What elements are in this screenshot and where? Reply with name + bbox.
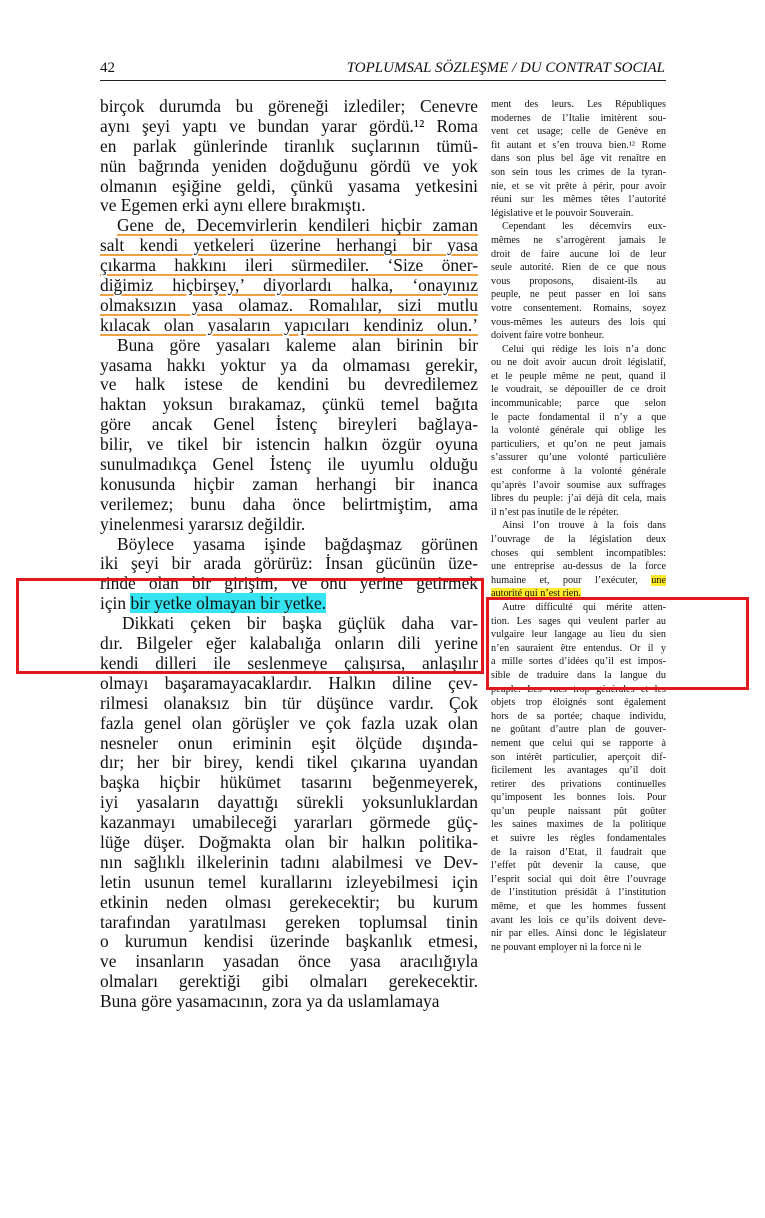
text-line: kazanmayı umabileceği yararları görmede güç- — [100, 812, 478, 833]
text-line: Böylece yasama işinde bağdaşmaz görünen — [117, 533, 478, 554]
text-line: la volonté générale qui oblige les — [491, 425, 666, 437]
text-line: nement que celui qui se rapporte à — [491, 737, 666, 749]
text-line: n’en sauraient être entendus. Or il y — [491, 642, 666, 654]
text-line: modernes de l’Italie imitèrent sou- — [491, 112, 666, 124]
text-line: qu’après l’avoir soumise aux suffrages — [491, 479, 666, 491]
underlined-line: salt kendi yetkeleri üzerine herhangi bir yasa — [100, 235, 478, 256]
text-line: avant les lois ce qu’ils doivent deve- — [491, 914, 666, 926]
page-number: 42 — [100, 60, 115, 76]
text-line: verilemez; bunu daha önce belirtmiştim, ama — [100, 493, 478, 514]
text-line: iyi yasaların dayattığı sürekli yoksunluklardan — [100, 792, 478, 813]
text-line: incommunicable; parce que selon — [491, 398, 666, 410]
text-line: tarafından yaratılması gereken toplumsal tinin — [100, 911, 478, 932]
text-line: et le peuple même ne peut, quand il — [491, 370, 666, 382]
text-line: Buna göre yasaları kaleme alan birinin bir — [117, 334, 478, 355]
text-line: iki şeyi bir arada görürüz: İnsan gücünün üze- — [100, 553, 478, 574]
text-line: l’esprit social qui doit être l’ouvrage — [491, 873, 666, 885]
text-line: choses qui semblent incompatibles: — [491, 547, 666, 559]
underlined-line: kılacak olan yasaların yapıcıları kendiniz olun.’ — [100, 314, 478, 335]
text-line: lüğe düşer. Doğmakta olan bir halkın politika- — [100, 831, 478, 852]
text-line: seule autorité. Rien de ce que nous — [491, 262, 666, 274]
text-line: l’effet pût devenir la cause, que — [491, 860, 666, 872]
text-line: sible de traduire dans la langue du — [491, 669, 666, 681]
text-line: ment des leurs. Les Républiques — [491, 99, 666, 110]
text-line: son sein tous les crimes de la tyran- — [491, 166, 666, 178]
text-line: dır; her bir birey, kendi tikel çıkarına uyandan — [100, 752, 478, 773]
underlined-line: diğimiz hiçbirşey,’ diyorlardı halka, ‘onayınız — [100, 275, 478, 296]
text-line: doivent faire votre bonheur. — [491, 330, 605, 342]
text-line: dır. Bilgeler eğer kalabalığa onların dili yerine — [100, 633, 478, 654]
text-line: le pacte fondamental il n’y a que — [491, 411, 666, 423]
text-line: göre ancak Genel İstenç bireyleri bağlaya- — [100, 414, 478, 435]
text-line — [491, 574, 666, 588]
text-line: vent cet usage; celle de Genève en — [491, 126, 666, 138]
text-line: olmayı başaramayacaklardır. Halkın diline çev- — [100, 672, 478, 693]
yellow-highlight: autorité qui n’est rien. — [491, 588, 581, 600]
text-fragment: için — [100, 593, 131, 614]
underlined-line: Gene de, Decemvirlerin kendileri hiçbir zaman — [117, 215, 478, 236]
text-line: une entreprise au-dessus de la force — [491, 561, 666, 573]
text-line: réuni sur les mêmes têtes l’autorité — [491, 194, 666, 206]
text-line: son intérêt particulier, aperçoit dif- — [491, 751, 666, 763]
text-line: le voudrait, se dépouiller de ce droit — [491, 384, 666, 396]
text-line: Celui qui rédige les lois n’a donc — [502, 343, 666, 355]
text-line: tion. Les sages qui veulent parler au — [491, 615, 666, 627]
text-line: sunulmadıkça Genel İstenç ile uyumlu olduğu — [100, 454, 478, 475]
text-line: olmanın eşiğine geldi, çünkü yasama yetkesini — [100, 175, 478, 196]
text-line: rilmesi olanaksız bin tür düşünce vardır. Çok — [100, 692, 478, 713]
text-line: fazla genel olan görüşler ve çok fazla uzak olan — [100, 712, 478, 733]
text-line: il n’est pas inutile de le répéter. — [491, 506, 619, 518]
text-line: rinde olan bir girişim, ve onu yerine getirmek — [100, 573, 478, 594]
text-line: yinelenmesi yararsız değildir. — [100, 513, 306, 534]
text-line: est conforme à la volonté générale — [491, 466, 666, 478]
text-line: birçok durumda bu göreneği izlediler; Cenevre — [100, 96, 478, 116]
annotation-box-turkish — [16, 578, 484, 674]
text-line: kendi dilleri ile seslenmeye çalışırsa, anlaşılır — [100, 652, 478, 673]
text-line: yasama hakkı yoktur ya da olmaması gerekir, — [100, 354, 478, 375]
text-line: peuple, ne peut passer en loi sans — [491, 289, 666, 301]
text-line: dans son plus bel âge vit renaître en — [491, 153, 666, 165]
yellow-highlight: une — [651, 574, 666, 586]
text-line: Buna göre yasamacının, zora ya da uslamlamaya — [100, 991, 440, 1012]
text-line: bilir, ve tikel bir istencin halkın özgür oyuna — [100, 434, 478, 455]
text-line: législative et le pouvoir Souverain. — [491, 207, 634, 219]
text-line: qu’un peuple naissant pût goûter — [491, 805, 666, 817]
header-rule — [100, 80, 666, 81]
text-line: nesneler onun eriminin eşit ölçüde dışında- — [100, 732, 478, 753]
turkish-column — [100, 97, 478, 1012]
text-line: haktan yoksun bırakamaz, çünkü temel bağıta — [100, 394, 478, 415]
text-line: Cependant les décemvirs eux- — [502, 221, 666, 233]
text-line: ficilement les avantages qu’il doit — [491, 765, 666, 777]
text-line: en parlak günlerinde tiranlık suçlarının tümü- — [100, 135, 478, 156]
cyan-highlight: bir yetke olmayan bir yetke. — [130, 593, 327, 614]
text-line: votre consentement. Romains, soyez — [491, 302, 666, 314]
text-line: objets trop éloignés sont également — [491, 697, 666, 709]
running-title: TOPLUMSAL SÖZLEŞME / DU CONTRAT SOCIAL — [346, 60, 665, 76]
text-line: Ainsi l’on trouve à la fois dans — [502, 520, 666, 532]
text-line: libres du peuple: j’ai déjà dit cela, mais — [491, 493, 666, 505]
text-line: de l’institution présidât à l’institution — [491, 887, 666, 899]
text-line: a mille sortes d’idées qu’il est impos- — [491, 656, 666, 668]
annotation-box-french — [486, 597, 749, 690]
text-line: vulgaire leur langage au lieu du sien — [491, 629, 666, 641]
text-line: droit de faire aucune loi de leur — [491, 248, 666, 260]
text-line: aynı şeyi yaptı ve bundan yarar gördü.¹² Roma — [100, 115, 478, 136]
text-line: ve insanların yasadan önce yasa aracılığıyla — [100, 951, 478, 972]
text-line: Dikkati çeken bir başka güçlük daha var- — [122, 613, 478, 634]
text-line: retirer des privations continuelles — [491, 778, 666, 790]
text-line: hors de sa portée; chaque individu, — [491, 710, 666, 722]
text-line: et suivre les règles fondamentales — [491, 833, 666, 845]
underlined-line: çıkarma hakkını ileri sürmediler. ‘Size öner- — [100, 255, 478, 276]
text-line: nün bağrında yeniden doğduğunu gördü ve yok — [100, 155, 478, 176]
text-line: mêmes ne s’arrogèrent jamais le — [491, 234, 666, 246]
text-line: ou ne doit avoir aucun droit législatif, — [491, 357, 666, 369]
underlined-line: olmaksızın yasa olamaz. Romalılar, sizi mutlu — [100, 294, 478, 315]
text-line: nın sağlıklı ilkelerinin tadını alabilmesi ve Dev- — [100, 851, 478, 872]
text-line: olmaları gerektiği gibi olmaları gerekecektir. — [100, 971, 478, 992]
text-line: ne pouvant employer ni la force ni le — [491, 941, 642, 953]
text-line: ve halk istese de kendini bu devredilemez — [100, 374, 478, 395]
text-line: ne goûtant d’autre plan de gouver- — [491, 724, 666, 736]
text-line: fit autant et s’en trouva bien.¹² Rome — [491, 139, 666, 151]
text-line: vous-mêmes les auteurs des lois qui — [491, 316, 666, 328]
text-line: o kurumun kendisi üzerinde başkanlık etmesi, — [100, 931, 478, 952]
text-line: peuple. Les vues trop générales et les — [491, 683, 666, 695]
text-line: particuliers, et qu’on ne peut jamais — [491, 438, 666, 450]
text-fragment: humaine et, pour l’exécuter, — [491, 574, 652, 586]
text-line: nie, et se vit prête à périr, pour avoir — [491, 180, 666, 192]
text-line: de la raison d’Etat, il faudrait que — [491, 846, 666, 858]
text-line: même, et que les hommes fussent — [491, 901, 666, 913]
text-line: konusunda hiçbir zaman herhangi bir inanca — [100, 473, 478, 494]
text-line: les saines maximes de la politique — [491, 819, 666, 831]
text-line: nir par elles. Ainsi donc le législateur — [491, 928, 666, 940]
text-line: etkinin neden olması gerekecektir; bu kurum — [100, 891, 478, 912]
text-line: l’ouvrage de la législation deux — [491, 534, 666, 545]
text-line: letin usunun temel kurallarını izleyebilmesi için — [100, 871, 478, 892]
text-line: vous proposons, disaient-ils au — [491, 275, 666, 287]
text-line: qu’imposent les bonnes lois. Pour — [491, 792, 666, 804]
french-column — [491, 98, 666, 954]
text-line: s’assurer qu’une volonté particulière — [491, 452, 666, 464]
text-line: Autre difficulté qui mérite atten- — [502, 601, 666, 613]
text-line: başka hiçbir hükümet tasarını beğenmeyerek, — [100, 772, 478, 793]
text-line: ve Egemen erki aynı ellere bırakmıştı. — [100, 195, 366, 216]
